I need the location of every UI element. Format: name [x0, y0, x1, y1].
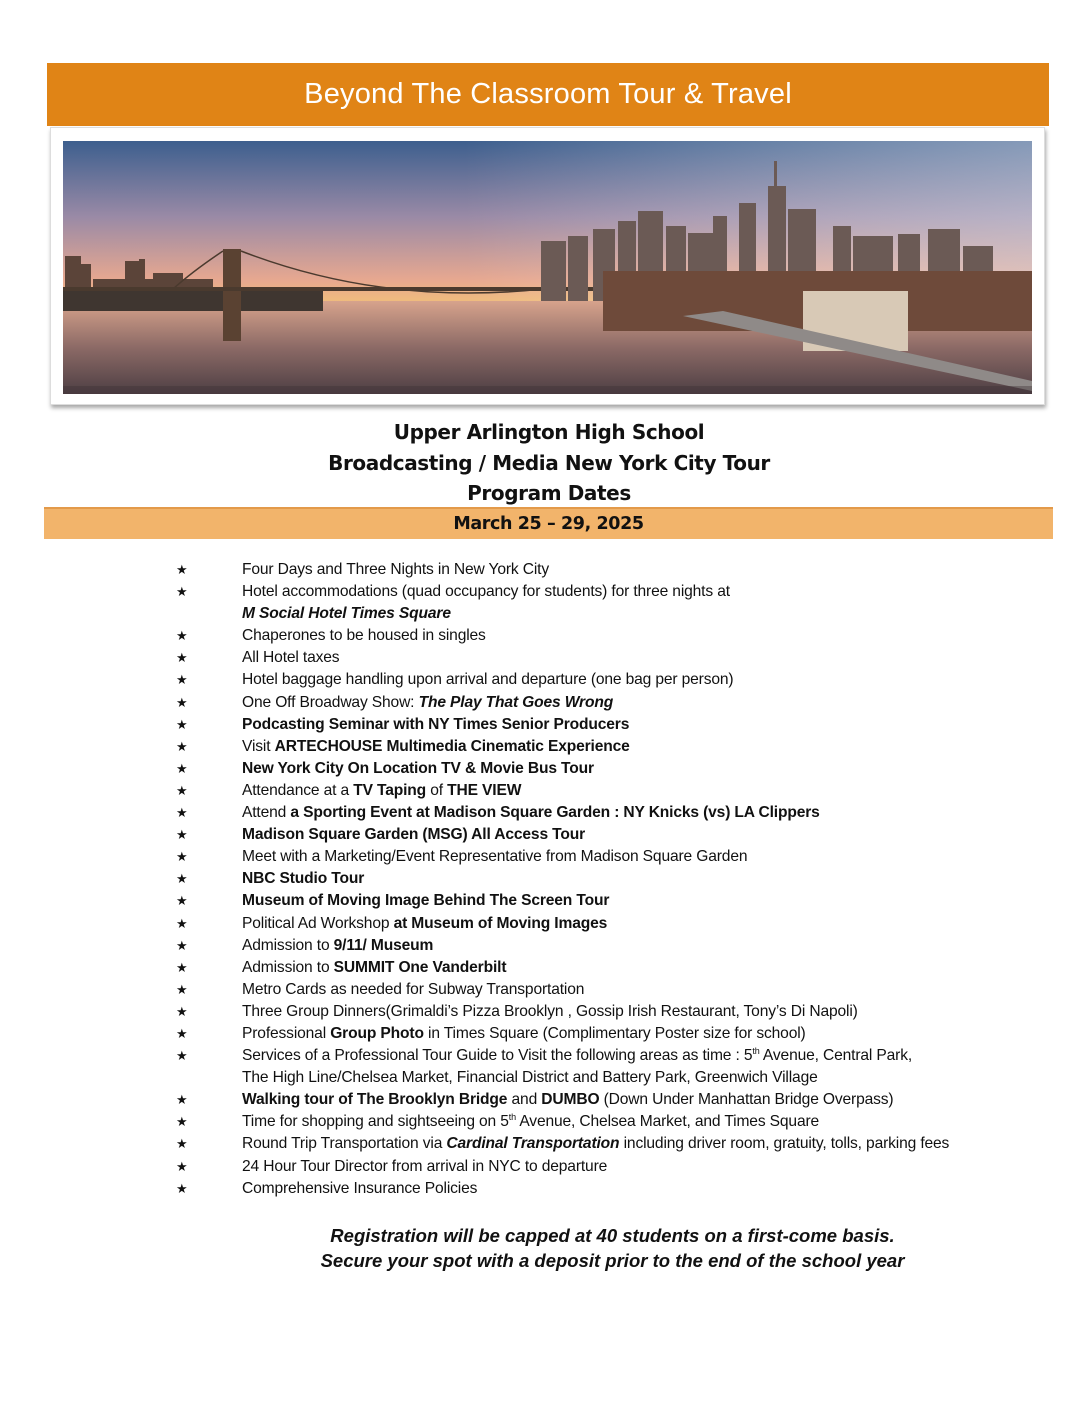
list-item-text: [242, 625, 1054, 647]
star-icon: ★: [176, 937, 188, 953]
list-item-text: [242, 824, 1054, 846]
list-item-text-part: a Sporting Event at Madison Square Garden : NY Knicks (vs) LA Clippers: [290, 804, 820, 822]
list-item-text: [242, 1111, 1054, 1133]
star-icon: ★: [176, 738, 188, 754]
star-icon: ★: [176, 827, 188, 843]
list-item: [174, 824, 1054, 846]
list-item-text: [242, 890, 1054, 912]
list-item-text-part: Hotel accommodations (quad occupancy for students) for three nights at: [242, 583, 730, 601]
star-icon: ★: [176, 1003, 188, 1019]
star-icon: ★: [176, 871, 188, 887]
inclusions-list: [174, 559, 1054, 1200]
list-item-text: [242, 736, 1054, 758]
list-item-text: [242, 913, 1054, 935]
date-bar: [44, 507, 1053, 539]
star-icon: ★: [176, 562, 188, 577]
skyline-photo: [63, 141, 1032, 394]
star-icon: ★: [176, 1136, 188, 1152]
program-dates-label: Program Dates: [467, 481, 631, 505]
list-item: [174, 625, 1054, 647]
star-icon: ★: [176, 782, 188, 798]
photo-frame: [50, 127, 1045, 405]
list-item-text: [242, 868, 1054, 890]
star-icon: ★: [176, 672, 188, 688]
list-item-text-part: All Hotel taxes: [242, 649, 340, 667]
list-item: [174, 868, 1054, 890]
star-icon: ★: [176, 805, 188, 821]
list-item-text: [242, 1001, 1054, 1023]
list-item: [174, 1111, 1054, 1133]
list-item-text: [242, 957, 1054, 979]
list-item-text-part: The High Line/Chelsea Market, Financial District and Battery Park, Greenwich Village: [242, 1069, 818, 1087]
list-item-text-part: Attend: [242, 804, 291, 822]
list-item: [174, 669, 1054, 691]
list-item-text-part: TV Taping: [353, 781, 427, 799]
list-item-text-part: Admission to: [242, 958, 334, 976]
list-item: [174, 581, 1054, 603]
list-item: [174, 1001, 1054, 1023]
star-icon: ★: [176, 849, 188, 865]
star-icon: ★: [176, 716, 188, 732]
list-item-text-part: Time for shopping and sightseeing on 5: [242, 1113, 509, 1131]
list-item-text-part: DUMBO: [541, 1091, 600, 1109]
list-item-text: [242, 935, 1054, 957]
list-item-text: [242, 647, 1054, 669]
list-item: [174, 1045, 1054, 1067]
registration-note: [0, 1223, 1088, 1273]
star-icon: ★: [176, 760, 188, 776]
list-item-text-part: Services of a Professional Tour Guide to Visit the following areas as time : 5: [242, 1047, 753, 1065]
list-item: [174, 647, 1054, 669]
list-item-text-part: One Off Broadway Show:: [242, 693, 419, 711]
list-item-text: [242, 1089, 1054, 1111]
list-item-text-part: Three Group Dinners(Grimaldi’s Pizza Brooklyn , Gossip Irish Restaurant, Tony’s Di Napoli): [242, 1002, 858, 1020]
star-icon: ★: [176, 1048, 188, 1064]
list-item: [174, 957, 1054, 979]
list-item: [174, 559, 1054, 581]
program-dates: March 25 – 29, 2025: [453, 514, 644, 534]
school-name: Upper Arlington High School: [393, 420, 705, 444]
list-item-text: [242, 559, 1054, 581]
banner-title: Beyond The Classroom Tour & Travel: [304, 78, 792, 110]
star-icon: ★: [176, 893, 188, 909]
star-icon: ★: [176, 1180, 188, 1196]
list-item-text-part: in Times Square (Complimentary Poster size for school): [423, 1024, 806, 1042]
list-item-text-part: Admission to: [242, 936, 334, 954]
star-icon: ★: [176, 628, 188, 644]
list-item-text-part: Visit: [242, 737, 275, 755]
list-item-text-part: 24 Hour Tour Director from arrival in NYC to departure: [242, 1157, 608, 1175]
list-item-text-part: M Social Hotel Times Square: [242, 605, 451, 623]
list-item: [174, 1023, 1054, 1045]
list-item-text-part: th: [752, 1046, 760, 1057]
list-item: [174, 890, 1054, 912]
list-item-text-part: New York City On Location TV & Movie Bus Tour: [242, 759, 594, 777]
list-item-text-part: and: [507, 1091, 542, 1109]
registration-line-2: Secure your spot with a deposit prior to the end of the school year: [320, 1250, 905, 1271]
list-item-text-part: The Play That Goes Wrong: [418, 693, 614, 711]
list-item-text-part: Group Photo: [330, 1024, 424, 1042]
list-item-text: [242, 603, 1054, 625]
list-item-text: [242, 802, 1054, 824]
star-icon: ★: [176, 650, 188, 666]
list-item-text-part: th: [508, 1112, 517, 1123]
list-item-text-part: Walking tour of The Brooklyn Bridge: [242, 1091, 508, 1109]
list-item-text-part: Hotel baggage handling upon arrival and departure (one bag per person): [242, 671, 734, 689]
list-item-text: [242, 581, 1054, 603]
list-item-text-part: at Museum of Moving Images: [393, 914, 608, 932]
list-item-continuation: [174, 603, 1054, 625]
list-item-text-part: 9/11/ Museum: [333, 936, 434, 954]
list-item-text-part: THE VIEW: [447, 781, 522, 799]
list-item-text: [242, 1045, 1054, 1067]
list-item: [174, 692, 1054, 714]
list-item-text: [242, 758, 1054, 780]
list-item: [174, 802, 1054, 824]
tour-name: Broadcasting / Media New York City Tour: [328, 450, 770, 475]
list-item-text-part: Attendance at a: [242, 781, 354, 799]
list-item-text-part: Meet with a Marketing/Event Representative from Madison Square Garden: [242, 848, 748, 866]
list-item-text: [242, 846, 1054, 868]
list-item-text: [242, 714, 1054, 736]
star-icon: ★: [176, 1025, 188, 1041]
bullet-spacer: [174, 603, 242, 625]
list-item-continuation: [174, 1067, 1054, 1089]
list-item-text-part: Chaperones to be housed in singles: [242, 627, 486, 645]
list-item-text: [242, 1023, 1054, 1045]
list-item-text-part: NBC Studio Tour: [242, 870, 365, 888]
list-item: [174, 714, 1054, 736]
list-item: [174, 913, 1054, 935]
list-item-text: [242, 979, 1054, 1001]
list-item-text: [242, 1156, 1054, 1178]
list-item: [174, 935, 1054, 957]
star-icon: ★: [176, 981, 188, 997]
list-item-text-part: Round Trip Transportation via: [242, 1135, 447, 1153]
star-icon: ★: [176, 959, 188, 975]
header-banner: [47, 63, 1049, 126]
star-icon: ★: [176, 915, 188, 931]
list-item: [174, 1133, 1054, 1155]
list-item-text-part: Avenue, Central Park,: [759, 1047, 913, 1065]
list-item: [174, 736, 1054, 758]
list-item: [174, 846, 1054, 868]
list-item-text-part: Madison Square Garden (MSG) All Access Tour: [242, 826, 586, 844]
list-item: [174, 1156, 1054, 1178]
list-item-text-part: Museum of Moving Image Behind The Screen Tour: [242, 892, 610, 910]
list-item-text: [242, 1067, 1054, 1089]
list-item-text-part: (Down Under Manhattan Bridge Overpass): [599, 1091, 894, 1109]
list-item-text-part: SUMMIT One Vanderbilt: [333, 958, 507, 976]
list-item-text-part: Political Ad Workshop: [242, 914, 394, 932]
list-item: [174, 780, 1054, 802]
list-item-text-part: Professional: [242, 1024, 331, 1042]
list-item: [174, 1178, 1054, 1200]
bullet-spacer: [174, 1067, 242, 1089]
star-icon: ★: [176, 694, 188, 710]
list-item: [174, 758, 1054, 780]
list-item-text-part: Podcasting Seminar with NY Times Senior Producers: [242, 715, 630, 733]
list-item-text: [242, 669, 1054, 691]
list-item-text-part: Four Days and Three Nights in New York City: [242, 561, 550, 578]
list-item-text: [242, 780, 1054, 802]
list-item: [174, 1089, 1054, 1111]
list-item-text-part: Avenue, Chelsea Market, and Times Square: [516, 1113, 820, 1131]
list-item-text: [242, 692, 1054, 714]
list-item-text-part: Comprehensive Insurance Policies: [242, 1179, 478, 1197]
list-item-text-part: of: [426, 781, 448, 799]
star-icon: ★: [176, 1092, 188, 1108]
list-item-text-part: Cardinal Transportation: [446, 1135, 620, 1153]
list-item-text-part: ARTECHOUSE Multimedia Cinematic Experience: [274, 737, 630, 755]
star-icon: ★: [176, 1114, 188, 1130]
program-titles: [0, 417, 1088, 509]
list-item-text-part: including driver room, gratuity, tolls, parking fees: [619, 1135, 950, 1153]
list-item-text: [242, 1178, 1054, 1200]
registration-line-1: Registration will be capped at 40 students on a first-come basis.: [330, 1225, 895, 1246]
list-item-text: [242, 1133, 1054, 1155]
list-item-text-part: Metro Cards as needed for Subway Transportation: [242, 980, 585, 998]
star-icon: ★: [176, 1158, 188, 1174]
star-icon: ★: [176, 584, 188, 600]
list-item: [174, 979, 1054, 1001]
skyline-photo-illustration: [63, 141, 1032, 394]
